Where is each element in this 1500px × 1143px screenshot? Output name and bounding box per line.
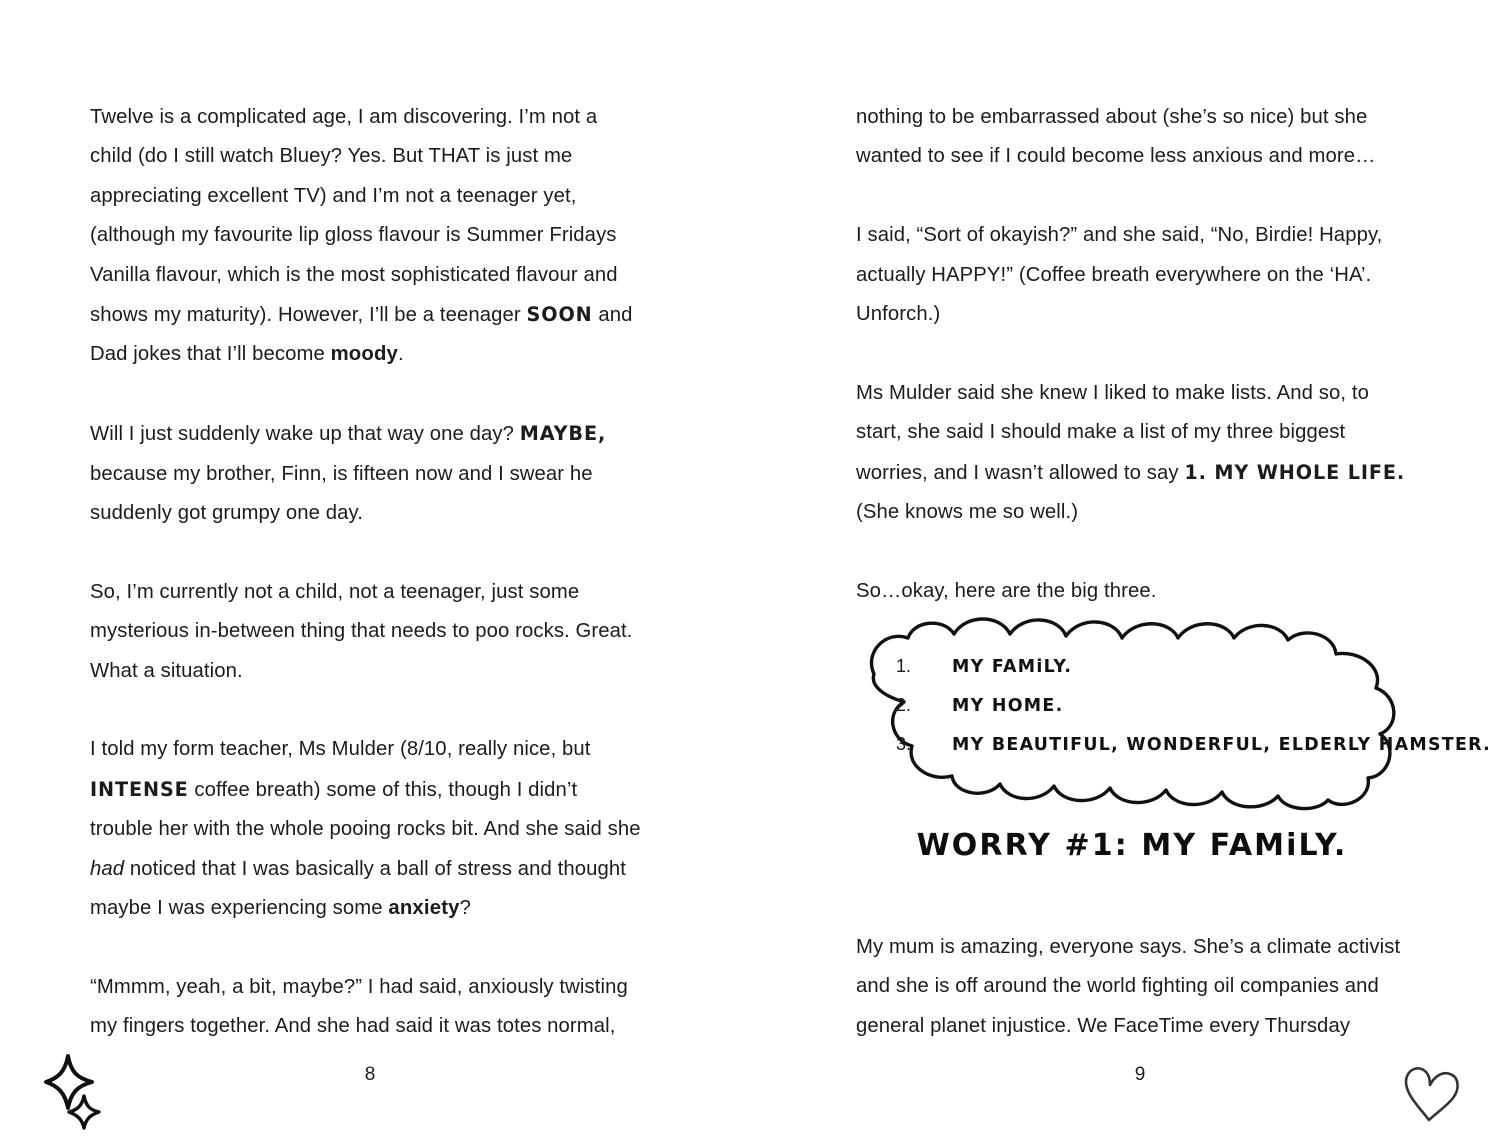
emphasis-soon: SOON	[526, 303, 593, 327]
paragraph: I said, “Sort of okayish?” and she said, “No, Birdie! Happy, actually HAPPY!” (Coffee breath everywhere on the ‘HA’. Unforch.)	[856, 224, 1383, 326]
page-number-right: 9	[1134, 1064, 1146, 1085]
emphasis-had: had	[90, 857, 125, 880]
list-item	[896, 734, 1492, 773]
paragraph-text: coffee breath) some of this, though I didn’t trouble her with the whole pooing rocks bit. And she said she	[90, 778, 641, 841]
page-number-left: 8	[364, 1064, 376, 1085]
paragraph-text: Will I just suddenly wake up that way one day?	[90, 423, 520, 446]
emphasis-intense: INTENSE	[90, 777, 189, 801]
right-page-text-column	[856, 98, 1408, 611]
list-item-number: 1.	[896, 656, 912, 676]
paragraph-text: noticed that I was basically a ball of stress and thought maybe I was experiencing some	[90, 857, 626, 920]
emphasis-maybe: MAYBE,	[519, 422, 607, 446]
list-item-label: MY BEAUTIFUL, WONDERFUL, ELDERLY HAMSTER.	[952, 735, 1492, 755]
list-item-label: MY HOME.	[952, 696, 1064, 716]
paragraph: So, I’m currently not a child, not a teenager, just some mysterious in-between thing that needs to poo rocks. Great. What a situation.	[90, 580, 633, 682]
paragraph-text: and Dad jokes that I’ll become	[90, 304, 633, 366]
paragraph	[90, 414, 642, 533]
paragraph	[90, 98, 642, 375]
paragraph: So…okay, here are the big three.	[856, 579, 1157, 602]
emphasis-my-whole-life: 1. MY WHOLE LIFE.	[1184, 460, 1406, 484]
paragraph-text: I told my form teacher, Ms Mulder (8/10, really nice, but	[90, 738, 591, 761]
left-page-text-column	[90, 98, 642, 1047]
list-item-number: 2.	[896, 695, 912, 715]
paragraph: “Mmmm, yeah, a bit, maybe?” I had said, anxiously twisting my fingers together. And she had said it was totes normal,	[90, 975, 628, 1038]
paragraph-text: Ms Mulder said she knew I liked to make lists. And so, to start, she said I should make a list of my three biggest worries, and I wasn’t allowed to say	[856, 381, 1369, 484]
paragraph-text: .	[398, 343, 404, 366]
paragraph-text: because my brother, Finn, is fifteen now and I swear he suddenly got grumpy one day.	[90, 462, 593, 525]
list-item-label: MY FAMiLY.	[952, 657, 1073, 677]
paragraph: My mum is amazing, everyone says. She’s a climate activist and she is off around the world fighting oil companies and general planet injustice. We FaceTime every Thursday	[856, 936, 1401, 1037]
paragraph-text: (She knows me so well.)	[856, 501, 1079, 524]
emphasis-anxiety: anxiety	[388, 897, 460, 920]
list-item	[896, 695, 1396, 734]
worry-list	[896, 656, 1492, 773]
paragraph	[90, 730, 642, 928]
paragraph: nothing to be embarrassed about (she’s so nice) but she wanted to see if I could become less anxious and more…	[856, 106, 1376, 168]
list-item	[896, 656, 1396, 695]
list-item-number: 3.	[896, 734, 912, 754]
paragraph	[856, 374, 1408, 533]
heart-icon	[1396, 1058, 1466, 1135]
worry-list-cloud-bubble	[838, 612, 1492, 812]
emphasis-moody: moody	[330, 343, 399, 366]
sparkles-icon	[44, 1050, 116, 1135]
paragraph-text: ?	[459, 897, 472, 920]
section-heading: WORRY #1: MY FAMiLY.	[916, 828, 1348, 863]
paragraph-text: Twelve is a complicated age, I am discovering. I’m not a child (do I still watch Bluey? Yes. But THAT is just me appreciating excellent TV) and I’m not a teenager yet, (although my favourite lip gloss flavour is Summer Fridays Vanilla flavour, which is the most sophisticated flavour and shows my maturity). However, I’ll be a teenager	[90, 106, 618, 327]
right-page-text-column-lower	[856, 928, 1408, 1046]
